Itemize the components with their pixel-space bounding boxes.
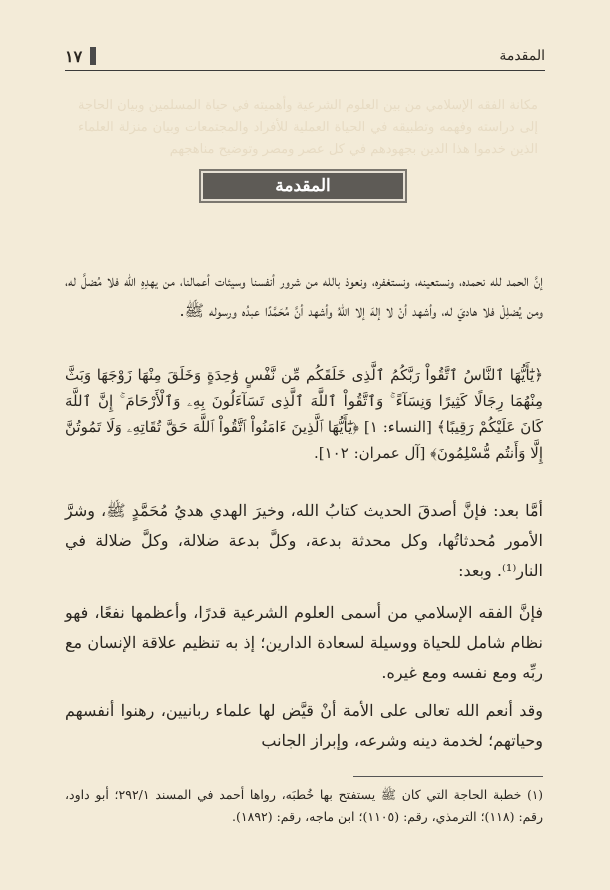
paragraph-fiqh: فإنَّ الفقه الإسلامي من أسمى العلوم الشرعية قدرًا، وأعظمها نفعًا، فهو نظام شامل للحياة ووسيلة لسعادة الدارين؛ إذ به تنظيم علاقة الإنسان مع ربِّه ومع نفسه ومع غيره. (65, 603, 543, 682)
chapter-title-banner (201, 171, 405, 201)
verse-1: ﴿يَٰٓأَيُّهَا ٱلنَّاسُ ٱتَّقُواْ رَبَّكُمُ ٱلَّذِى خَلَقَكُم مِّن نَّفْسٍ وَٰحِدَةٍ وَخَلَقَ مِنْهَا زَوْجَهَا وَبَثَّ مِنْهُمَا رِجَالًا كَثِيرًا وَنِسَآءً ۚ وَٱتَّقُواْ ٱللَّهَ ٱلَّذِى تَسَآءَلُونَ بِهِۦ وَٱلْأَرْحَامَ ۚ إِنَّ ٱللَّهَ كَانَ عَلَيْكُمْ رَقِيبًا﴾ (65, 366, 543, 436)
footnote-text: خطبة الحاجة التي كان ﷺ يستفتح بها خُطبَه، رواها أحمد في المسند ٢٩٢/١؛ أبو داود، رقم: (١١٨)؛ الترمذي، رقم: (١١٠٥)؛ ابن ماجه، رقم: (١٨٩٢). (65, 787, 543, 824)
footnote-rule (353, 776, 543, 777)
paragraph-amma-bad: أمَّا بعد: فإنَّ أصدقَ الحديث كتابُ الله، وخيرَ الهدي هديُ مُحَمَّدٍ ﷺ، وشرَّ الأمور مُحدثاتُها، وكل محدثة بدعة، وكلَّ بدعة ضلالة، وكلَّ ضلالة في النار⁽¹⁾. وبعد: (65, 501, 543, 580)
paragraph-scholars: وقد أنعم الله تعالى على الأمة أنْ قيَّض لها علماء ربانيين، رهنوا أنفسهم وحياتهم؛ لخدمة دينه وشرعه، وإبراز الجانب (65, 701, 543, 750)
bleed-through-text: مكانة الفقه الإسلامي من بين العلوم الشرعية وأهميته في حياة المسلمين وبيان الحاجة إلى دراسته وفهمه وتطبيقه في الحياة العملية للأفراد والمجتمعات وبيان منزلة العلماء الذين خدموا هذا الدين بجهودهم في كل عصر ومصر وتوضيح مناهجهم (78, 98, 538, 157)
header-title: المقدمة (499, 48, 545, 64)
running-header (65, 44, 545, 68)
paragraph-opening: إنَّ الحمد لله نحمده، ونستعينه، ونستغفره، ونعوذ بالله من شرور أنفسنا وسيئات أعمالنا، من يهدِهِ الله فلا مُضلَّ له، ومن يُضلِلْ فلا هاديَ له، وأشهد أنْ لا إلهَ إلا اللهُ وأشهد أنَّ مُحَمَّدًا عبدُه ورسوله ﷺ. (65, 271, 543, 320)
header-rule (65, 70, 545, 71)
page-number: ١٧ (65, 46, 83, 66)
verse-1-ref: [النساء: ١] (363, 418, 432, 436)
footnote-number: (١) (527, 788, 543, 802)
page-number-block (65, 47, 96, 66)
footnote (65, 784, 543, 828)
verse-2: ﴿يَٰٓأَيُّهَا ٱلَّذِينَ ءَامَنُواْ ٱتَّقُواْ ٱللَّهَ حَقَّ تُقَاتِهِۦ وَلَا تَمُوتُنَّ إِلَّا وَأَنتُم مُّسْلِمُونَ﴾ (65, 418, 543, 462)
verse-2-ref: [آل عمران: ١٠٢]. (314, 444, 426, 462)
chapter-title: المقدمة (275, 176, 331, 196)
header-bar (90, 47, 96, 65)
verse-block (65, 362, 543, 466)
